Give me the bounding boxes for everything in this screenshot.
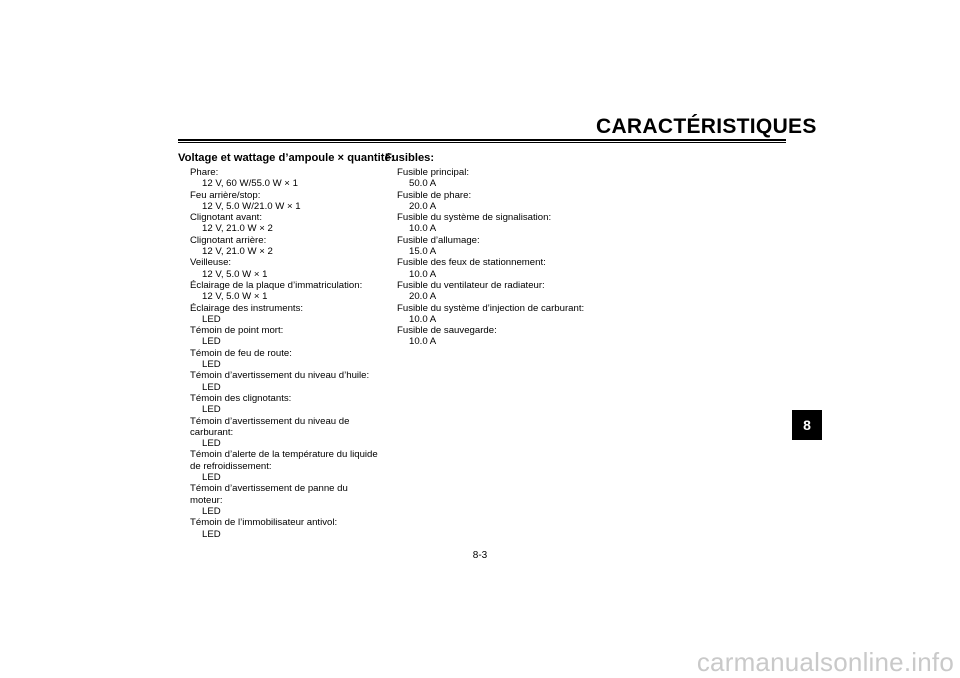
spec-value: 12 V, 60 W/55.0 W × 1	[202, 178, 298, 190]
spec-label: Témoin d’avertissement du niveau de carburant:	[190, 415, 350, 438]
spec-entry	[178, 190, 378, 213]
spec-entry	[178, 235, 378, 258]
spec-entry	[178, 393, 378, 416]
spec-value: 12 V, 5.0 W × 1	[202, 291, 268, 303]
spec-label: Fusible de sauvegarde:	[397, 325, 497, 337]
spec-entry	[178, 280, 378, 303]
spec-value: 12 V, 21.0 W × 2	[202, 246, 273, 258]
spec-label: Fusible d’allumage:	[397, 234, 480, 246]
spec-entry	[178, 303, 378, 326]
spec-label: Fusible du système d’injection de carburant:	[397, 302, 585, 314]
spec-value: 12 V, 5.0 W × 1	[202, 268, 268, 280]
spec-entry	[178, 212, 378, 235]
spec-value: 10.0 A	[409, 336, 437, 348]
bulb-spec-list	[178, 167, 378, 540]
spec-value: LED	[202, 438, 221, 450]
spec-entry	[178, 517, 378, 540]
spec-value: LED	[202, 528, 221, 540]
spec-value: 12 V, 21.0 W × 2	[202, 223, 273, 235]
spec-label: Feu arrière/stop:	[190, 189, 261, 201]
spec-entry	[385, 257, 615, 280]
bulb-spec-heading: Voltage et wattage d’ampoule × quantité:	[178, 152, 395, 164]
fuse-spec-list	[385, 167, 615, 348]
spec-entry	[178, 370, 378, 393]
spec-value: 20.0 A	[409, 200, 437, 212]
spec-value: 10.0 A	[409, 268, 437, 280]
spec-entry	[385, 212, 615, 235]
spec-label: Témoin d’alerte de la température du liquide de refroidissement:	[190, 449, 378, 472]
spec-entry	[178, 483, 378, 517]
fuse-spec-section	[385, 152, 615, 348]
spec-value: LED	[202, 404, 221, 416]
spec-entry	[178, 325, 378, 348]
spec-value: LED	[202, 336, 221, 348]
spec-value: LED	[202, 381, 221, 393]
chapter-tab[interactable]: 8	[792, 410, 822, 440]
spec-entry	[385, 303, 615, 326]
title-rule	[178, 139, 786, 143]
spec-value: 50.0 A	[409, 178, 437, 190]
spec-entry	[385, 280, 615, 303]
spec-label: Témoin d’avertissement de panne du moteur:	[190, 483, 348, 506]
spec-entry	[178, 416, 378, 450]
spec-label: Témoin des clignotants:	[190, 392, 292, 404]
spec-value: 10.0 A	[409, 313, 437, 325]
spec-label: Fusible du ventilateur de radiateur:	[397, 279, 545, 291]
spec-entry	[178, 257, 378, 280]
spec-entry	[178, 167, 378, 190]
spec-label: Éclairage de la plaque d’immatriculation:	[190, 279, 363, 291]
spec-value: LED	[202, 472, 221, 484]
spec-label: Fusible des feux de stationnement:	[397, 257, 546, 269]
spec-value: LED	[202, 313, 221, 325]
spec-value: LED	[202, 505, 221, 517]
page-title: CARACTÉRISTIQUES	[596, 115, 817, 138]
spec-label: Phare:	[190, 167, 219, 178]
spec-entry	[385, 235, 615, 258]
spec-entry	[178, 449, 378, 483]
spec-value: 20.0 A	[409, 291, 437, 303]
spec-label: Veilleuse:	[190, 257, 232, 269]
spec-label: Clignotant arrière:	[190, 234, 267, 246]
spec-label: Témoin de feu de route:	[190, 347, 292, 359]
page-number: 8-3	[472, 550, 488, 561]
fuse-spec-heading: Fusibles:	[385, 152, 435, 164]
spec-value: 10.0 A	[409, 223, 437, 235]
spec-label: Fusible du système de signalisation:	[397, 212, 552, 224]
bulb-spec-section	[178, 152, 395, 540]
watermark: carmanualsonline.info	[696, 647, 954, 677]
spec-value: 15.0 A	[409, 246, 437, 258]
spec-value: 12 V, 5.0 W/21.0 W × 1	[202, 200, 301, 212]
spec-entry	[385, 325, 615, 348]
spec-entry	[385, 167, 615, 190]
spec-label: Clignotant avant:	[190, 212, 262, 224]
spec-label: Fusible principal:	[397, 167, 469, 178]
spec-value: LED	[202, 359, 221, 371]
spec-label: Témoin d’avertissement du niveau d’huile:	[190, 370, 370, 382]
spec-label: Éclairage des instruments:	[190, 302, 304, 314]
spec-entry	[178, 348, 378, 371]
spec-label: Témoin de l’immobilisateur antivol:	[190, 517, 338, 529]
spec-label: Témoin de point mort:	[190, 325, 284, 337]
spec-entry	[385, 190, 615, 213]
spec-label: Fusible de phare:	[397, 189, 472, 201]
